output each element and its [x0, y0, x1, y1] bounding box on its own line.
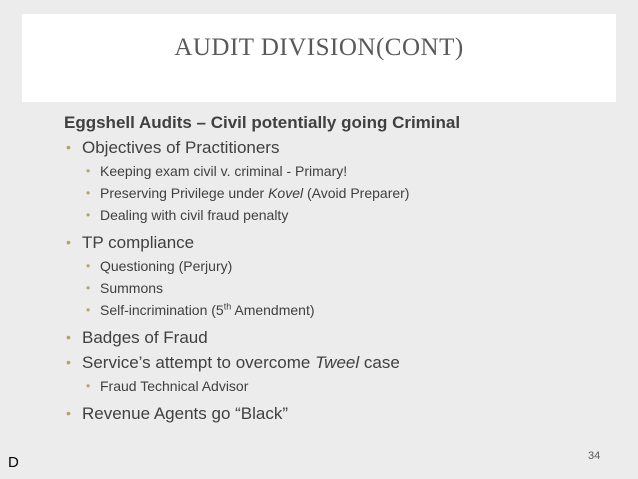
subbullet-keeping-exam	[64, 160, 604, 182]
bullet-label: Objectives of Practitioners	[82, 138, 280, 157]
bullet-icon: •	[66, 329, 71, 345]
bullet-tweel-case	[64, 350, 604, 375]
subbullet-preserving-privilege	[64, 182, 604, 204]
bullet-icon: •	[86, 281, 91, 295]
subbullet-questioning	[64, 255, 604, 277]
corner-letter: D	[8, 454, 19, 471]
subbullet-label-before: Self-incrimination (5	[100, 302, 224, 318]
bullet-icon: •	[86, 379, 91, 393]
bullet-icon: •	[66, 405, 71, 421]
subbullet-label-after: Amendment)	[231, 302, 315, 318]
bullet-label: Revenue Agents go “Black”	[82, 404, 289, 423]
bullet-label-after: case	[359, 353, 400, 372]
bullet-badges-of-fraud	[64, 325, 604, 350]
subbullet-label-before: Preserving Privilege under	[100, 185, 269, 201]
bullet-icon: •	[66, 354, 71, 370]
subbullet-label: Keeping exam civil v. criminal - Primary!	[100, 163, 348, 179]
bullet-label: TP compliance	[82, 233, 195, 252]
slide-heading: Eggshell Audits – Civil potentially going Criminal	[64, 113, 461, 132]
bullet-revenue-agents	[64, 401, 604, 426]
bullet-icon: •	[66, 234, 71, 250]
subbullet-self-incrimination	[64, 299, 604, 321]
page-number: 34	[588, 450, 601, 462]
bullet-label-italic: Tweel	[315, 353, 360, 372]
subbullet-label: Fraud Technical Advisor	[100, 378, 249, 394]
bullet-icon: •	[86, 303, 91, 317]
bullet-label-before: Service’s attempt to overcome	[82, 353, 316, 372]
bullet-icon: •	[86, 164, 91, 178]
subbullet-civil-fraud	[64, 204, 604, 226]
subbullet-label: Questioning (Perjury)	[100, 258, 233, 274]
subbullet-label-italic: Kovel	[268, 185, 304, 201]
bullet-icon: •	[86, 186, 91, 200]
subbullet-fraud-technical-advisor	[64, 375, 604, 397]
bullet-objectives	[64, 135, 604, 160]
bullet-label: Badges of Fraud	[82, 328, 208, 347]
subbullet-superscript: th	[223, 301, 232, 312]
slide-title: AUDIT DIVISION(CONT)	[174, 34, 464, 61]
bullet-icon: •	[66, 139, 71, 155]
slide-content	[64, 110, 604, 426]
bullet-icon: •	[86, 259, 91, 273]
subbullet-summons	[64, 277, 604, 299]
subbullet-label: Summons	[100, 280, 164, 296]
bullet-icon: •	[86, 208, 91, 222]
bullet-tp-compliance	[64, 230, 604, 255]
subbullet-label-after: (Avoid Preparer)	[303, 185, 410, 201]
subbullet-label: Dealing with civil fraud penalty	[100, 207, 289, 223]
